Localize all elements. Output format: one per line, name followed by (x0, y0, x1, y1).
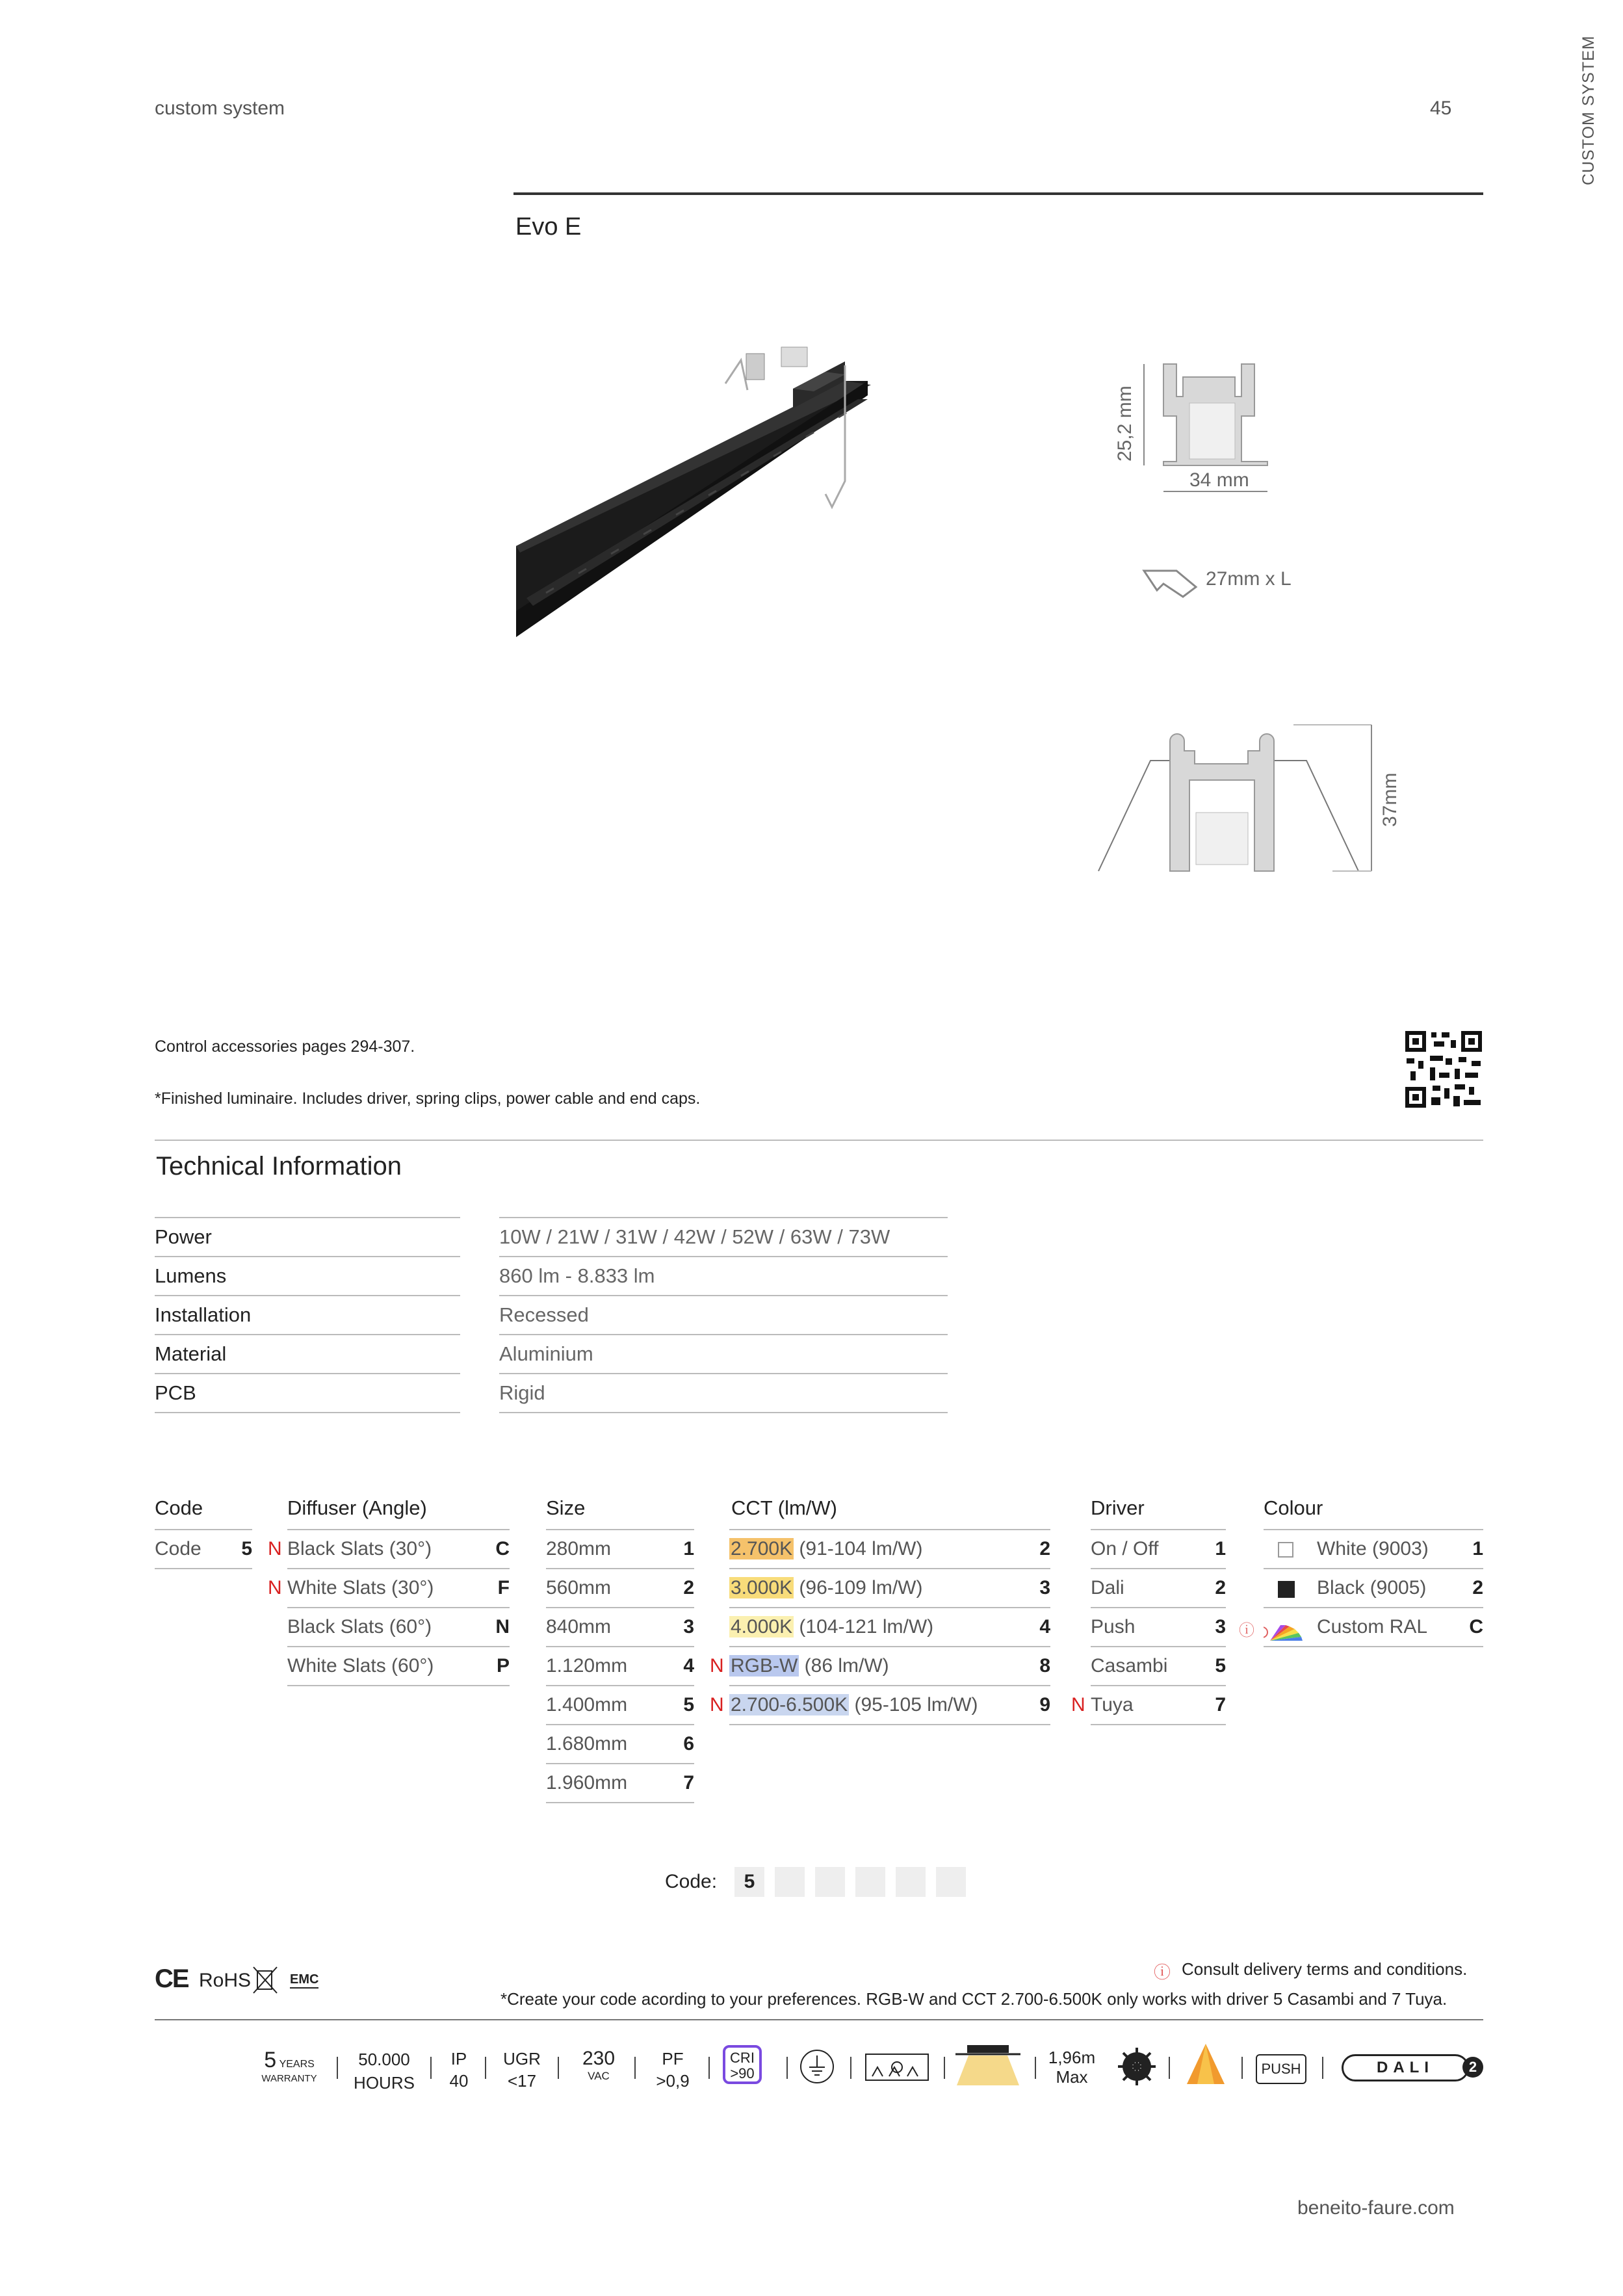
option-code: 3 (1215, 1616, 1226, 1637)
footer-rule (155, 2019, 1483, 2020)
option-code: 5 (1215, 1655, 1226, 1676)
profile-drawing-bottom (1085, 715, 1410, 884)
cri-badge: CRI >90 (723, 2045, 762, 2084)
code-slot-4[interactable] (855, 1867, 885, 1897)
option-code: 2 (683, 1577, 694, 1598)
cut-dimension: 27mm x L (1206, 568, 1292, 590)
code-slot-3[interactable] (815, 1867, 845, 1897)
cct-code: 2 (1039, 1538, 1050, 1559)
colour-label: Black (9005) (1317, 1577, 1427, 1598)
option-code: 3 (683, 1616, 694, 1637)
code-slot-2[interactable] (775, 1867, 805, 1897)
colour-row (1264, 1530, 1483, 1569)
dali-version-badge: 2 (1462, 2057, 1483, 2078)
cct-row (729, 1647, 1050, 1686)
control-note: Control accessories pages 294-307. (155, 1037, 415, 1056)
option-row (546, 1608, 694, 1647)
profile-drawing-top (1098, 351, 1332, 507)
cct-highlight: 4.000K (731, 1616, 793, 1637)
new-product-mark: N (710, 1694, 724, 1715)
option-row (546, 1530, 694, 1569)
option-row (1091, 1530, 1226, 1569)
driver-header: Driver (1091, 1496, 1145, 1519)
power-factor: PF >0,9 (656, 2049, 690, 2091)
colour-code: 1 (1472, 1538, 1483, 1559)
tech-value: Rigid (499, 1374, 948, 1413)
push-dimming-badge: PUSH (1256, 2054, 1306, 2084)
option-row (546, 1647, 694, 1686)
cct-code: 4 (1039, 1616, 1050, 1637)
width-dimension: 34 mm (1189, 469, 1249, 491)
create-code-note: *Create your code acording to your preferences. RGB-W and CCT 2.700-6.500K only works with driver 5 Casambi and 7 Tuya. (500, 1989, 1448, 2009)
option-code: 7 (683, 1772, 694, 1794)
cct-efficacy: (104-121 lm/W) (794, 1616, 934, 1637)
cut-to-size-icon (1117, 2046, 1157, 2087)
total-height-dimension: 37mm (1379, 772, 1401, 827)
section-divider (155, 1140, 1483, 1141)
qr-code[interactable] (1404, 1030, 1483, 1109)
option-row (546, 1725, 694, 1764)
new-product-mark: N (710, 1655, 724, 1676)
code-cell (155, 1530, 252, 1569)
ce-mark-icon: CE (155, 1964, 188, 1993)
new-product-mark: N (268, 1538, 282, 1559)
code-value: 5 (241, 1538, 252, 1559)
recessed-light-icon (955, 2041, 1020, 2087)
ip-rating: IP 40 (449, 2049, 469, 2091)
cct-code: 8 (1039, 1655, 1050, 1676)
tech-value: 860 lm - 8.833 lm (499, 1257, 948, 1296)
code-slot-6[interactable] (936, 1867, 966, 1897)
beam-angle-icon (1184, 2041, 1227, 2087)
option-row (287, 1608, 510, 1647)
cct-efficacy: (91-104 lm/W) (794, 1538, 923, 1559)
option-row (546, 1764, 694, 1803)
tech-label: PCB (155, 1374, 460, 1413)
colour-code: C (1469, 1616, 1483, 1637)
colour-code: 2 (1472, 1577, 1483, 1598)
separator (708, 2057, 710, 2079)
emc-mark: EMC (290, 1972, 318, 1989)
option-label: 560mm (546, 1577, 612, 1598)
option-label: 840mm (546, 1616, 612, 1637)
colour-row (1264, 1608, 1483, 1647)
cct-row (729, 1686, 1050, 1725)
cct-row (729, 1608, 1050, 1647)
tech-label: Material (155, 1335, 460, 1374)
code-slot-1: 5 (734, 1867, 764, 1897)
tech-label: Lumens (155, 1257, 460, 1296)
separator (786, 2057, 788, 2079)
separator (430, 2057, 432, 2079)
tech-value: Aluminium (499, 1335, 948, 1374)
option-label: 1.960mm (546, 1772, 628, 1794)
option-label: 1.400mm (546, 1694, 628, 1715)
cct-highlight: 3.000K (731, 1577, 793, 1598)
cct-code: 3 (1039, 1577, 1050, 1598)
voltage-badge: 230 VAC (582, 2048, 616, 2082)
black-swatch-icon (1278, 1581, 1295, 1598)
code-label: Code (155, 1538, 201, 1559)
option-label: Dali (1091, 1577, 1124, 1598)
dali-badge: DALI (1342, 2054, 1469, 2081)
option-label: Black Slats (30°) (287, 1538, 432, 1559)
separator (485, 2057, 486, 2079)
cct-row (729, 1569, 1050, 1608)
option-code: 7 (1215, 1694, 1226, 1715)
cct-highlight: 2.700K (731, 1538, 793, 1559)
separator (850, 2057, 851, 2079)
code-builder-label: Code: (665, 1871, 718, 1892)
option-code: 1 (683, 1538, 694, 1559)
option-label: Tuya (1091, 1694, 1134, 1715)
colour-row (1264, 1569, 1483, 1608)
option-label: White Slats (30°) (287, 1577, 434, 1598)
rohs-mark: RoHS (199, 1970, 252, 1991)
option-label: Push (1091, 1616, 1136, 1637)
cct-code: 9 (1039, 1694, 1050, 1715)
option-code: 4 (683, 1655, 694, 1676)
colour-header: Colour (1264, 1496, 1323, 1519)
website-link[interactable]: beneito-faure.com (1297, 2197, 1455, 2219)
new-product-mark: N (1071, 1694, 1085, 1715)
weee-bin-icon (252, 1966, 278, 1994)
product-title: Evo E (515, 213, 582, 241)
option-code: N (495, 1616, 510, 1637)
option-code: P (496, 1655, 510, 1676)
cct-row (729, 1530, 1050, 1569)
cct-highlight: 2.700-6.500K (731, 1694, 848, 1715)
separator (558, 2057, 559, 2079)
cct-header: CCT (lm/W) (731, 1496, 837, 1519)
option-label: 280mm (546, 1538, 612, 1559)
option-code: 5 (683, 1694, 694, 1715)
warranty-badge: 5 YEARS WARRANTY (261, 2048, 317, 2084)
white-swatch-icon (1278, 1542, 1293, 1558)
tech-label: Power (155, 1218, 460, 1257)
separator (1322, 2057, 1323, 2079)
colour-label: Custom RAL (1317, 1616, 1428, 1637)
tech-value: Recessed (499, 1296, 948, 1335)
separator (634, 2057, 636, 2079)
section-label: custom system (155, 98, 285, 119)
option-row (546, 1569, 694, 1608)
option-label: White Slats (60°) (287, 1655, 434, 1676)
info-icon: ⓘ (1154, 1963, 1171, 1982)
option-row (287, 1647, 510, 1686)
separator (337, 2057, 338, 2079)
option-row (287, 1569, 510, 1608)
cct-efficacy: (95-105 lm/W) (849, 1694, 978, 1715)
option-code: C (495, 1538, 510, 1559)
consult-note: Consult delivery terms and conditions. (1182, 1959, 1468, 1979)
option-row (1091, 1686, 1226, 1725)
lifetime-badge: 50.000 HOURS (354, 2050, 415, 2093)
code-slot-5[interactable] (896, 1867, 926, 1897)
option-row (546, 1686, 694, 1725)
option-code: 6 (683, 1733, 694, 1755)
colour-label: White (9003) (1317, 1538, 1429, 1559)
separator (1241, 2057, 1243, 2079)
tech-label: Installation (155, 1296, 460, 1335)
class-one-earth-icon (798, 2048, 836, 2085)
new-product-mark: N (268, 1577, 282, 1598)
insulation-covering-icon (864, 2048, 929, 2085)
tech-value: 10W / 21W / 31W / 42W / 52W / 63W / 73W (499, 1218, 948, 1257)
cct-highlight: RGB-W (731, 1655, 798, 1676)
separator (944, 2057, 945, 2079)
side-tab (1579, 29, 1605, 185)
product-image (507, 338, 884, 650)
option-label: Black Slats (60°) (287, 1616, 432, 1637)
option-label: Casambi (1091, 1655, 1168, 1676)
option-label: 1.680mm (546, 1733, 628, 1755)
cut-icon (1137, 558, 1332, 610)
option-code: 1 (1215, 1538, 1226, 1559)
code-header: Code (155, 1496, 203, 1519)
option-row (1091, 1647, 1226, 1686)
cct-efficacy: (96-109 lm/W) (794, 1577, 923, 1598)
option-row (287, 1530, 510, 1569)
option-row (1091, 1569, 1226, 1608)
option-row (1091, 1608, 1226, 1647)
side-label: CUSTOM SYSTEM (1579, 35, 1598, 185)
cct-efficacy: (86 lm/W) (799, 1655, 889, 1676)
separator (1035, 2057, 1036, 2079)
option-label: On / Off (1091, 1538, 1159, 1559)
option-code: F (497, 1577, 510, 1598)
diffuser-header: Diffuser (Angle) (287, 1496, 427, 1519)
page-number: 45 (1430, 98, 1452, 119)
ugr-rating: UGR <17 (503, 2049, 541, 2091)
colour-fan-icon (1264, 1617, 1309, 1637)
option-label: 1.120mm (546, 1655, 628, 1676)
max-length-badge: 1,96m Max (1048, 2048, 1096, 2087)
separator (1169, 2057, 1170, 2079)
finished-note: *Finished luminaire. Includes driver, spring clips, power cable and end caps. (155, 1089, 701, 1108)
size-header: Size (546, 1496, 586, 1519)
option-code: 2 (1215, 1577, 1226, 1598)
technical-title: Technical Information (156, 1152, 402, 1181)
height-dimension: 25,2 mm (1114, 385, 1136, 462)
info-icon: ⓘ (1239, 1622, 1254, 1639)
title-rule (513, 192, 1483, 195)
